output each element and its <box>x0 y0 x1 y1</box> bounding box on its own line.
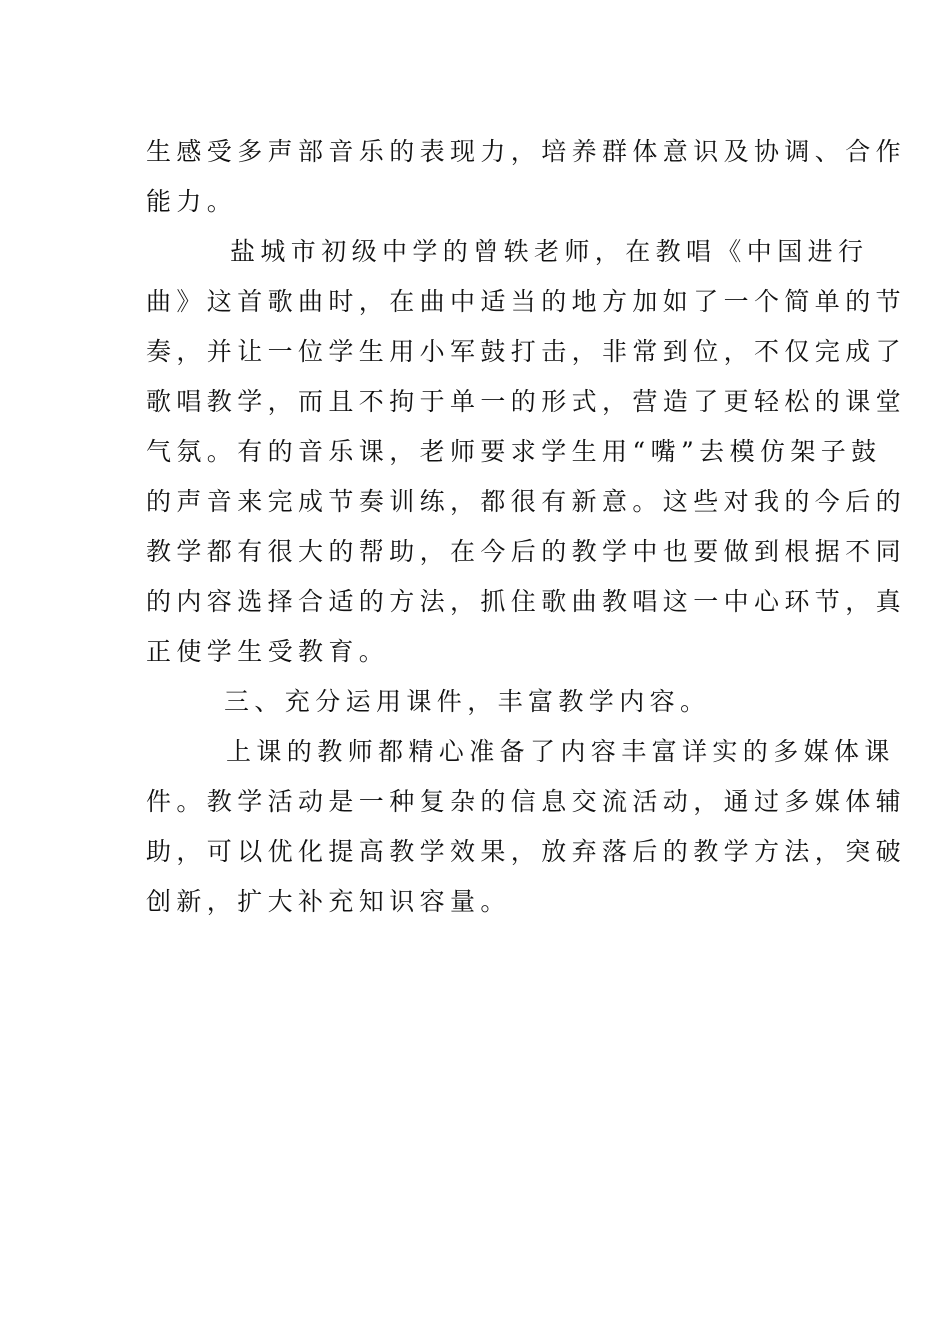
text-line: 曲》这首歌曲时，在曲中适当的地方加如了一个简单的节 <box>146 287 907 316</box>
text-line: 创新，扩大补充知识容量。 <box>146 887 511 916</box>
paragraph-3 <box>146 727 907 927</box>
text-line: 上课的教师都精心准备了内容丰富详实的多媒体课 <box>226 737 895 766</box>
text-line: 能力。 <box>146 187 238 216</box>
paragraph-2 <box>146 227 907 677</box>
text-line: 的声音来完成节奏训练，都很有新意。这些对我的今后的 <box>146 487 907 516</box>
text-line: 生感受多声部音乐的表现力，培养群体意识及协调、合作 <box>146 137 907 166</box>
text-line: 的内容选择合适的方法，抓住歌曲教唱这一中心环节，真 <box>146 587 907 616</box>
section-heading-text: 三、充分运用课件，丰富教学内容。 <box>224 687 711 716</box>
text-line: 气氛。有的音乐课，老师要求学生用“嘴”去模仿架子鼓 <box>146 437 882 466</box>
text-line: 盐城市初级中学的曾轶老师，在教唱《中国进行 <box>230 237 869 266</box>
text-line: 助，可以优化提高教学效果，放弃落后的教学方法，突破 <box>146 837 907 866</box>
section-heading <box>146 677 806 727</box>
text-line: 教学都有很大的帮助，在今后的教学中也要做到根据不同 <box>146 537 907 566</box>
paragraph-1 <box>146 127 907 227</box>
text-line: 奏，并让一位学生用小军鼓打击，非常到位，不仅完成了 <box>146 337 907 366</box>
document-body <box>146 127 907 927</box>
text-line: 件。教学活动是一种复杂的信息交流活动，通过多媒体辅 <box>146 787 907 816</box>
text-line: 歌唱教学，而且不拘于单一的形式，营造了更轻松的课堂 <box>146 387 907 416</box>
text-line: 正使学生受教育。 <box>146 637 390 666</box>
